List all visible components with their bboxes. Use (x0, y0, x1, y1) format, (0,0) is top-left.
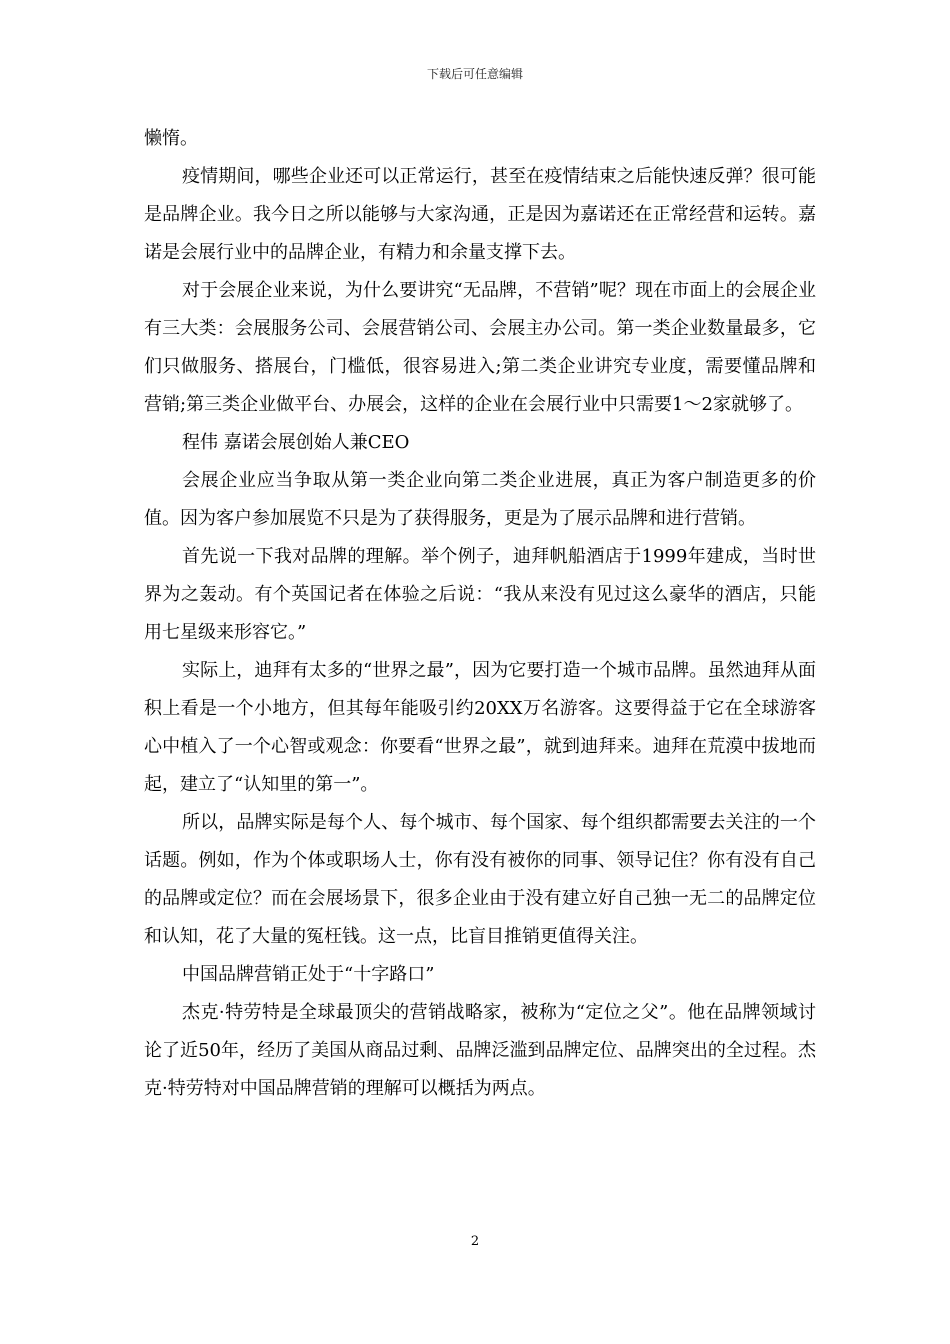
document-body (144, 120, 816, 1108)
section-heading: 中国品牌营销正处于“十字路口” (182, 964, 435, 985)
paragraph-7: 实际上，迪拜有太多的“世界之最”，因为它要打造一个城市品牌。虽然迪拜从面积上看是一个小地方，但其每年能吸引约20XX万名游客。这要得益于它在全球游客心中植入了一个心智或观念：你要看“世界之最”，就到迪拜来。迪拜在荒漠中拔地而起，建立了“认知里的第一”。 (144, 660, 816, 795)
byline: 程伟 嘉诺会展创始人兼CEO (182, 432, 410, 453)
paragraph-6: 首先说一下我对品牌的理解。举个例子，迪拜帆船酒店于1999年建成，当时世界为之轰动。有个英国记者在体验之后说：“我从来没有见过这么豪华的酒店，只能用七星级来形容它。” (144, 546, 816, 643)
paragraph-5: 会展企业应当争取从第一类企业向第二类企业进展，真正为客户制造更多的价值。因为客户参加展览不只是为了获得服务，更是为了展示品牌和进行营销。 (144, 470, 816, 529)
page-header: 下载后可任意编辑 (426, 67, 523, 81)
paragraph-2: 疫情期间，哪些企业还可以正常运行，甚至在疫情结束之后能快速反弹？很可能是品牌企业。我今日之所以能够与大家沟通，正是因为嘉诺还在正常经营和运转。嘉诺是会展行业中的品牌企业，有精力和余量支撑下去。 (144, 166, 816, 263)
paragraph-10: 杰克·特劳特是全球最顶尖的营销战略家，被称为“定位之父”。他在品牌领域讨论了近50年，经历了美国从商品过剩、品牌泛滥到品牌定位、品牌突出的全过程。杰克·特劳特对中国品牌营销的理解可以概括为两点。 (144, 1002, 816, 1099)
paragraph-8: 所以，品牌实际是每个人、每个城市、每个国家、每个组织都需要去关注的一个话题。例如，作为个体或职场人士，你有没有被你的同事、领导记住？你有没有自己的品牌或定位？而在会展场景下，很多企业由于没有建立好自己独一无二的品牌定位和认知，花了大量的冤枉钱。这一点，比盲目推销更值得关注。 (144, 812, 816, 947)
paragraph-1: 懒惰。 (144, 128, 198, 149)
page-number: 2 (470, 1234, 480, 1249)
paragraph-3: 对于会展企业来说，为什么要讲究“无品牌，不营销”呢？现在市面上的会展企业有三大类：会展服务公司、会展营销公司、会展主办公司。第一类企业数量最多，它们只做服务、搭展台，门槛低，很容易进入;第二类企业讲究专业度，需要懂品牌和营销;第三类企业做平台、办展会，这样的企业在会展行业中只需要1～2家就够了。 (144, 280, 816, 415)
